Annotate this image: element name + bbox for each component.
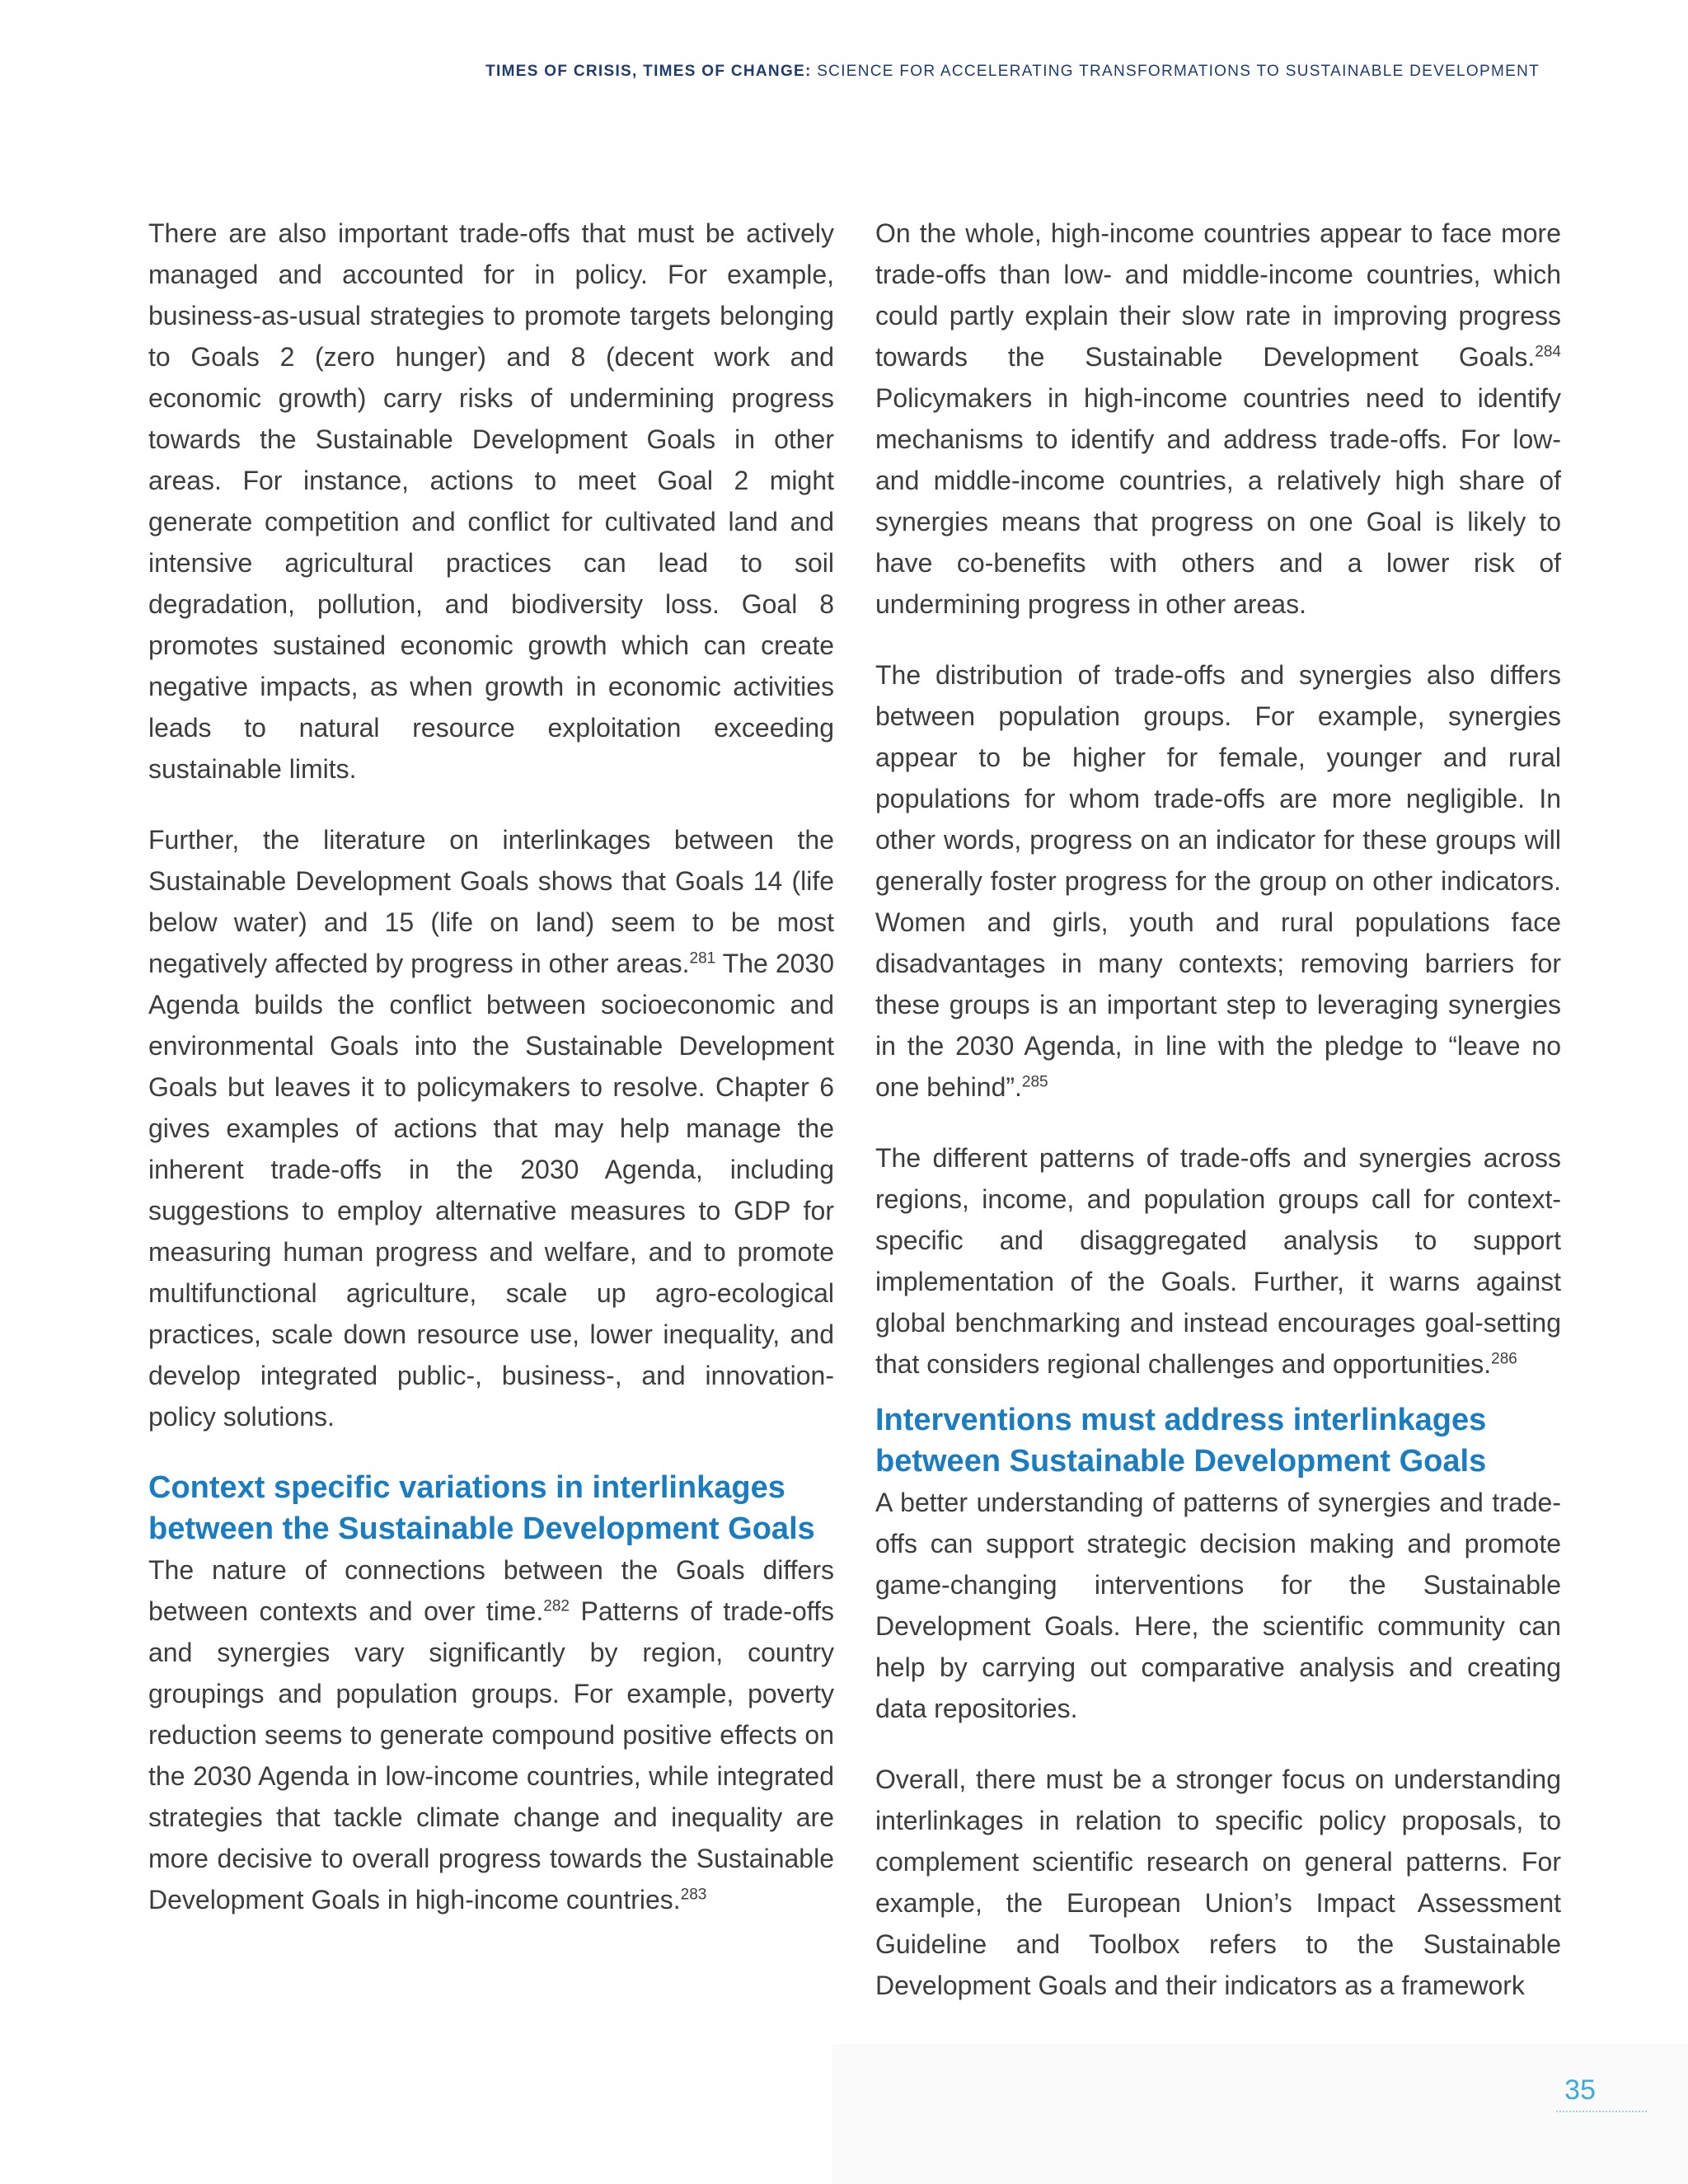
footnote-ref-283[interactable]: 283 bbox=[680, 1886, 707, 1904]
left-paragraph-3: The nature of connections between the Goals differs between contexts and over time.$^{282}$ Patterns of trade-offs and synergies vary significantly by region, country groupings and population groups. For example, poverty reduction seems to generate compound positive effects on the 2030 Agenda in low-income countries, while integrated strategies that tackle climate change and inequality are more decisive to overall progress towards the Sustainable Development Goals in high-income countries.$^{283}$ bbox=[148, 1555, 835, 1915]
right-paragraph-1: On the whole, high-income countries appear to face more trade-offs than low- and middle-income countries, which could partly explain their slow rate in improving progress towards the Sustainable Development Goals.$^{284}$ Policymakers in high-income countries need to identify mechanisms to identify and address trade-offs. For low- and middle-income countries, a relatively high share of synergies means that progress on one Goal is likely to have co-benefits with others and a lower risk of undermining progress in other areas. bbox=[875, 218, 1561, 619]
running-header-title: TIMES OF CRISIS, TIMES OF CHANGE: bbox=[485, 63, 812, 80]
footnote-ref-285[interactable]: 285 bbox=[1021, 1073, 1048, 1091]
left-paragraph-2: Further, the literature on interlinkages between the Sustainable Development Goals shows that Goals 14 (life below water) and 15 (life on land) seem to be most negatively affected by progress in other areas.$^{281}$ The 2030 Agenda builds the conflict between socioeconomic and environmental Goals into the Sustainable Development Goals but leaves it to policymakers to resolve. Chapter 6 gives examples of actions that may help manage the inherent trade-offs in the 2030 Agenda, including suggestions to employ alternative measures to GDP for measuring human progress and welfare, and to promote multifunctional agriculture, scale up agro-ecological practices, scale down resource use, lower inequality, and develop integrated public-, business-, and innovation-policy solutions. bbox=[148, 825, 835, 1432]
footnote-ref-284[interactable]: 284 bbox=[1535, 343, 1561, 361]
footnote-ref-286[interactable]: 286 bbox=[1491, 1350, 1517, 1368]
page-corner-shade bbox=[832, 2044, 1688, 2184]
right-paragraph-2: The distribution of trade-offs and synergies also differs between population groups. For example, synergies appear to be higher for female, younger and rural populations for whom trade-offs are more negligible. In other words, progress on an indicator for these groups will generally foster progress for the group on other indicators. Women and girls, youth and rural populations face disadvantages in many contexts; removing barriers for these groups is an important step to leveraging synergies in the 2030 Agenda, in line with the pledge to “leave no one behind”.$^{285}$ bbox=[875, 660, 1561, 1102]
right-column bbox=[875, 213, 1561, 2006]
section-heading-interventions: Interventions must address interlinkages between Sustainable Development Goals bbox=[875, 1403, 1487, 1479]
left-paragraph-1: There are also important trade-offs that must be actively managed and accounted for in policy. For example, business-as-usual strategies to promote targets belonging to Goals 2 (zero hunger) and 8 (decent work and economic growth) carry risks of undermining progress towards the Sustainable Development Goals in other areas. For instance, actions to meet Goal 2 might generate competition and conflict for cultivated land and intensive agricultural practices can lead to soil degradation, pollution, and biodiversity loss. Goal 8 promotes sustained economic growth which can create negative impacts, as when growth in economic activities leads to natural resource exploitation exceeding sustainable limits. bbox=[148, 218, 834, 784]
page-number: 35 bbox=[1564, 2074, 1596, 2106]
left-column bbox=[148, 213, 834, 1920]
right-paragraph-4: A better understanding of patterns of synergies and trade-offs can support strategic decision making and promote game-changing interventions for the Sustainable Development Goals. Here, the scientific community can help by carrying out comparative analysis and creating data repositories. bbox=[875, 1488, 1561, 1723]
section-heading-context-variations: Context specific variations in interlinkages between the Sustainable Development Goals bbox=[148, 1470, 815, 1546]
page-number-rule bbox=[1556, 2111, 1647, 2112]
running-header-subtitle: SCIENCE FOR ACCELERATING TRANSFORMATIONS TO SUSTAINABLE DEVELOPMENT bbox=[811, 63, 1540, 80]
running-header bbox=[485, 63, 1540, 81]
footnote-ref-281[interactable]: 281 bbox=[689, 949, 716, 968]
right-paragraph-3: The different patterns of trade-offs and synergies across regions, income, and population groups call for context-specific and disaggregated analysis to support implementation of the Goals. Further, it warns against global benchmarking and instead encourages goal-setting that considers regional challenges and opportunities.$^{286}$ bbox=[875, 1143, 1561, 1379]
footnote-ref-282[interactable]: 282 bbox=[543, 1597, 570, 1615]
right-paragraph-5: Overall, there must be a stronger focus on understanding interlinkages in relation to specific policy proposals, to complement scientific research on general patterns. For example, the European Union’s Impact Assessment Guideline and Toolbox refers to the Sustainable Development Goals and their indicators as a framework bbox=[875, 1765, 1561, 2000]
